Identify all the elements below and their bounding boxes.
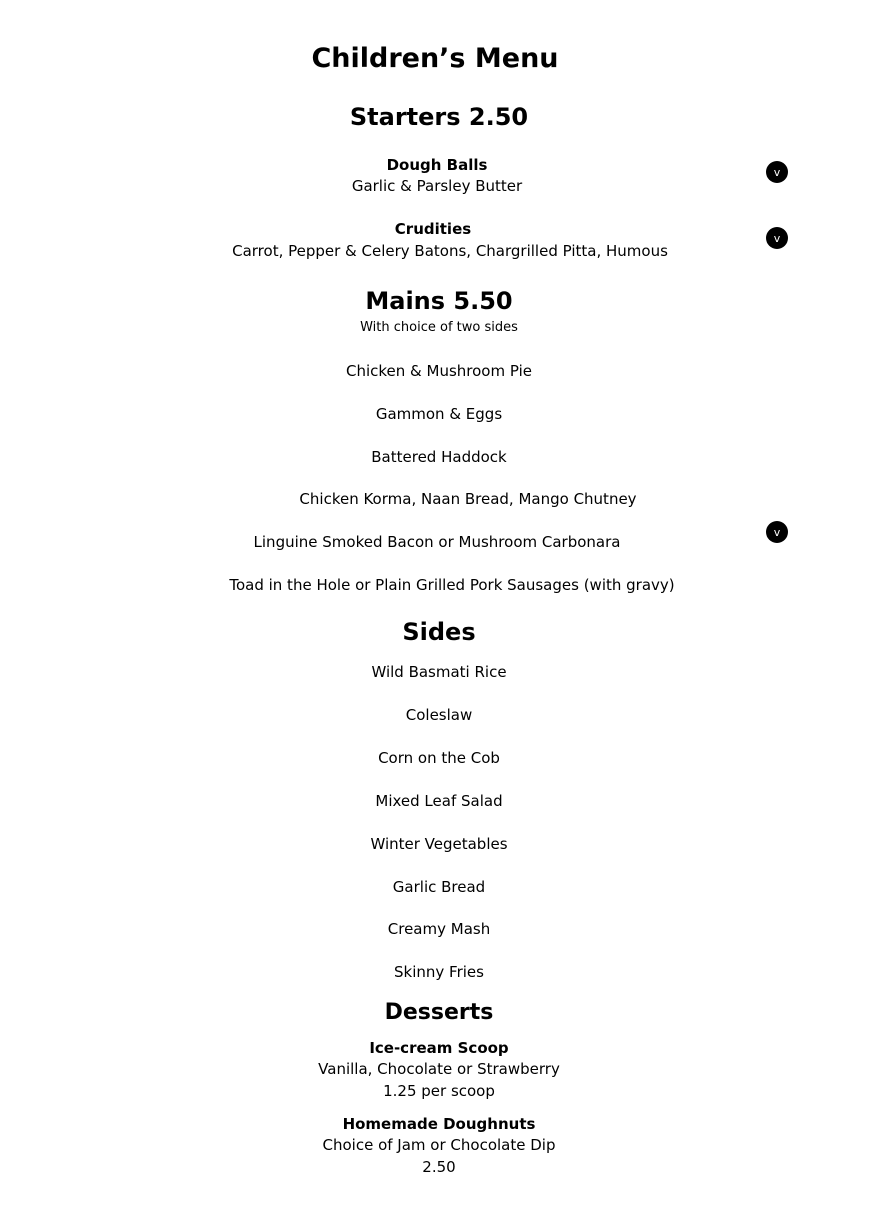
main-item: Toad in the Hole or Plain Grilled Pork Sausages (with gravy) [229, 576, 675, 594]
main-item: Chicken Korma, Naan Bread, Mango Chutney [299, 490, 637, 508]
menu-title: Children’s Menu [311, 43, 559, 74]
starters-heading: Starters 2.50 [349, 103, 529, 131]
sides-heading: Sides [402, 618, 476, 646]
side-item: Garlic Bread [392, 878, 486, 896]
side-item: Creamy Mash [387, 920, 491, 938]
dessert-name-ice-cream: Ice-cream Scoop [369, 1039, 509, 1057]
main-item: Chicken & Mushroom Pie [346, 362, 532, 380]
side-item: Winter Vegetables [370, 835, 508, 853]
side-item: Corn on the Cob [378, 749, 500, 767]
desserts-heading: Desserts [384, 1000, 494, 1025]
side-item: Wild Basmati Rice [371, 663, 507, 681]
side-item: Mixed Leaf Salad [375, 792, 503, 810]
vegetarian-badge-icon: v [766, 161, 788, 183]
side-item: Skinny Fries [394, 963, 484, 981]
main-item: Gammon & Eggs [375, 405, 503, 423]
dessert-name-doughnuts: Homemade Doughnuts [342, 1115, 536, 1133]
mains-heading: Mains 5.50 [365, 287, 513, 315]
main-item: Battered Haddock [371, 448, 507, 466]
vegetarian-badge-icon: v [766, 521, 788, 543]
mains-subheading: With choice of two sides [360, 320, 518, 335]
main-item: Linguine Smoked Bacon or Mushroom Carbonara [253, 533, 621, 551]
starter-name-dough-balls: Dough Balls [386, 156, 488, 174]
starter-description-crudities: Carrot, Pepper & Celery Batons, Chargrilled Pitta, Humous [232, 242, 668, 260]
starter-description-dough-balls: Garlic & Parsley Butter [351, 177, 523, 195]
dessert-description-ice-cream: Vanilla, Chocolate or Strawberry [318, 1060, 560, 1078]
dessert-price-doughnuts: 2.50 [422, 1158, 456, 1176]
dessert-price-ice-cream: 1.25 per scoop [383, 1082, 495, 1100]
vegetarian-badge-icon: v [766, 227, 788, 249]
starter-name-crudities: Crudities [394, 220, 472, 238]
dessert-description-doughnuts: Choice of Jam or Chocolate Dip [322, 1136, 556, 1154]
side-item: Coleslaw [405, 706, 473, 724]
